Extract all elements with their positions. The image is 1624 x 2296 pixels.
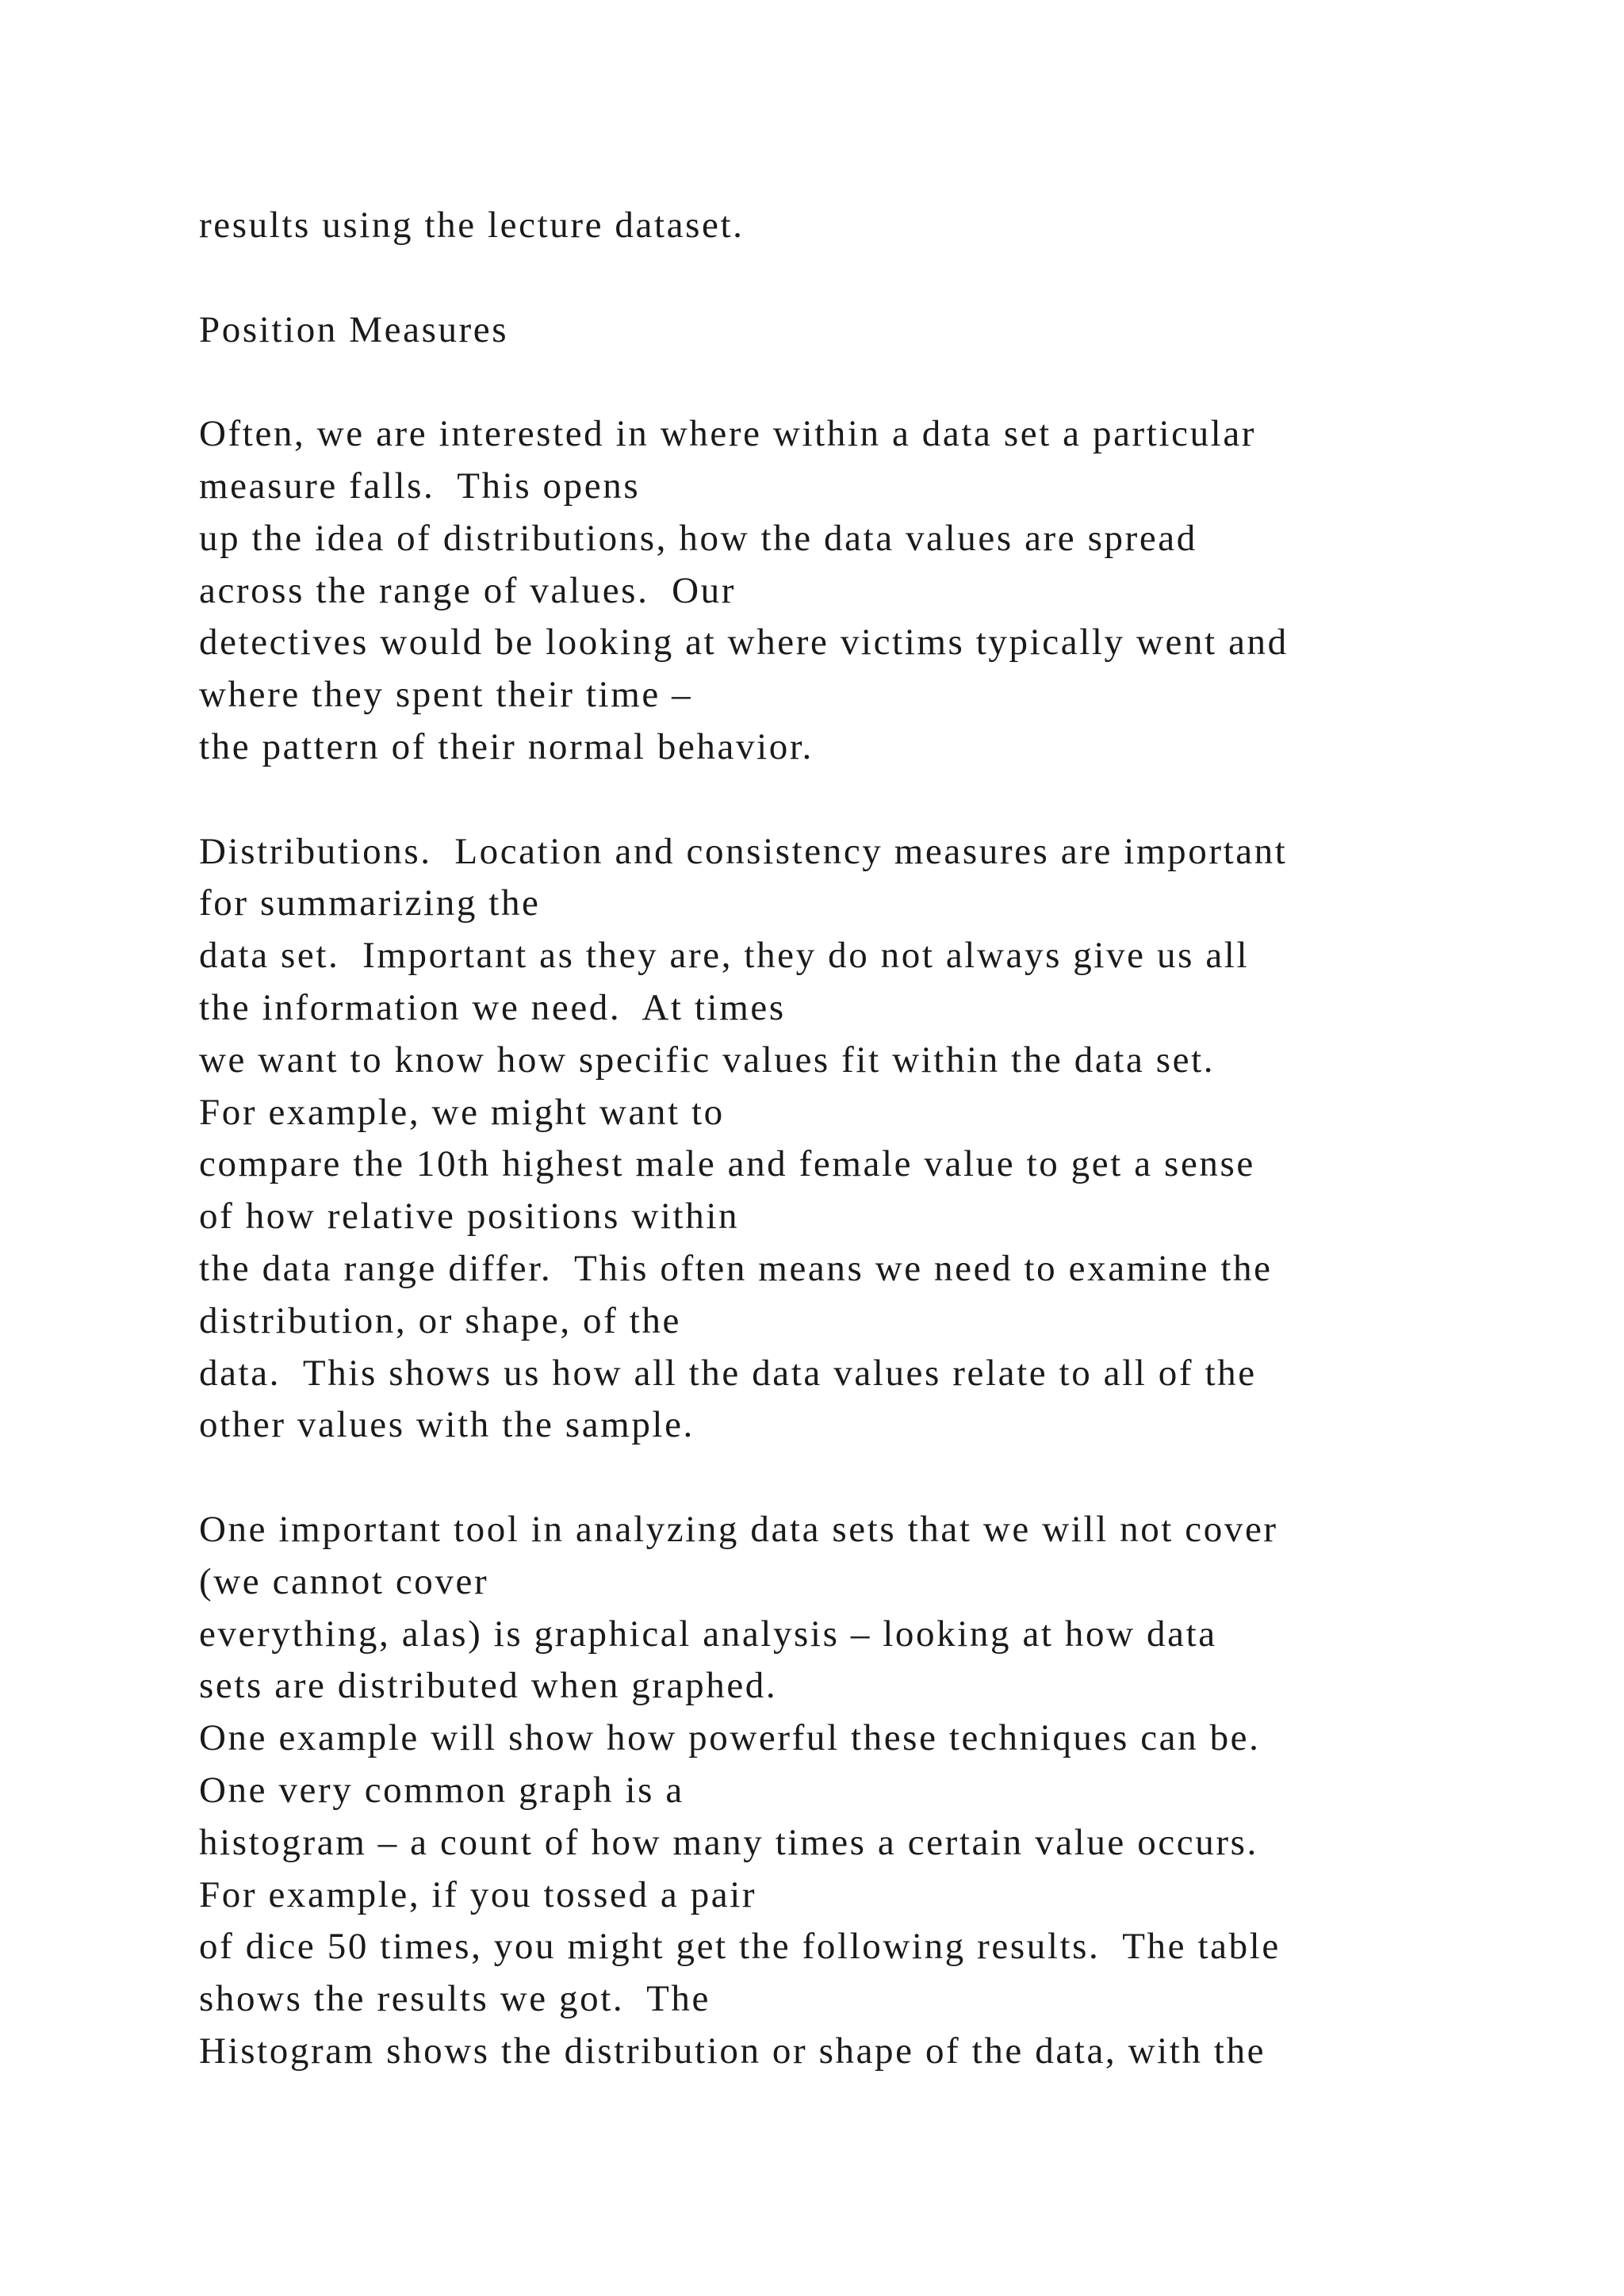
text-line: up the idea of distributions, how the data values are spread — [199, 517, 1197, 559]
section-heading: Position Measures — [199, 308, 509, 350]
text-line: everything, alas) is graphical analysis – looking at how data — [199, 1613, 1217, 1655]
text-line: the data range differ. This often means we need to examine the — [199, 1247, 1273, 1289]
text-line: Distributions. Location and consistency measures are important — [199, 830, 1288, 872]
text-line: compare the 10th highest male and female value to get a sense — [199, 1143, 1255, 1185]
blank-line — [199, 252, 1547, 304]
text-line: distribution, or shape, of the — [199, 1299, 681, 1341]
text-line: for summarizing the — [199, 882, 541, 924]
blank-line — [199, 356, 1547, 408]
text-line: One example will show how powerful these techniques can be. — [199, 1717, 1261, 1759]
text-line: (we cannot cover — [199, 1560, 489, 1602]
text-line: we want to know how specific values fit within the data set. — [199, 1039, 1216, 1081]
text-line: Often, we are interested in where within a data set a particular — [199, 413, 1257, 455]
text-line: results using the lecture dataset. — [199, 205, 745, 246]
text-line: measure falls. This opens — [199, 465, 641, 507]
text-line: shows the results we got. The — [199, 1978, 710, 2020]
text-line: detectives would be looking at where victims typically went and — [199, 622, 1289, 664]
text-line: One important tool in analyzing data sets that we will not cover — [199, 1508, 1278, 1550]
text-line: where they spent their time – — [199, 674, 693, 716]
text-line: One very common graph is a — [199, 1769, 684, 1811]
text-line: the information we need. At times — [199, 986, 786, 1028]
text-line: For example, we might want to — [199, 1091, 725, 1133]
body-text — [199, 200, 1547, 2078]
text-line: the pattern of their normal behavior. — [199, 725, 814, 767]
text-line: data. This shows us how all the data values relate to all of the — [199, 1352, 1257, 1394]
text-line: For example, if you tossed a pair — [199, 1873, 757, 1915]
text-line: Histogram shows the distribution or shape of the data, with the — [199, 2030, 1266, 2072]
blank-line — [199, 774, 1547, 826]
text-line: of how relative positions within — [199, 1196, 740, 1238]
text-line: other values with the sample. — [199, 1404, 695, 1446]
text-line: data set. Important as they are, they do not always give us all — [199, 935, 1250, 977]
blank-line — [199, 1452, 1547, 1504]
text-line: across the range of values. Our — [199, 569, 737, 611]
text-line: sets are distributed when graphed. — [199, 1665, 778, 1707]
text-line: histogram – a count of how many times a certain value occurs. — [199, 1821, 1258, 1863]
text-line: of dice 50 times, you might get the following results. The table — [199, 1926, 1281, 1968]
